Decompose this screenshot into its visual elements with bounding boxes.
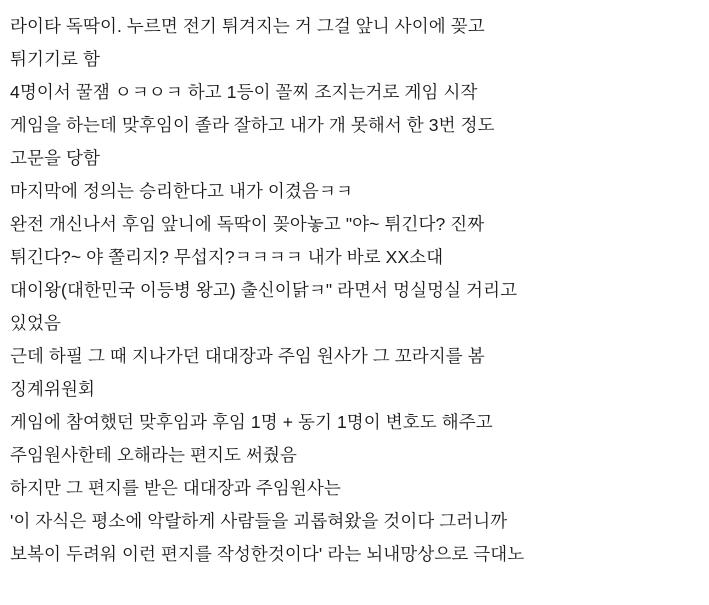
text-line: 튀기기로 함 xyxy=(10,49,100,69)
text-line: 고문을 당함 xyxy=(10,148,100,168)
text-line: 마지막에 정의는 승리한다고 내가 이겼음ㅋㅋ xyxy=(10,181,353,201)
text-line: 게임에 참여했던 맞후임과 후임 1명 + 동기 1명이 변호도 해주고 xyxy=(10,412,493,432)
text-line: 있었음 xyxy=(10,313,62,333)
text-line: 완전 개신나서 후임 앞니에 독딱이 꽂아놓고 "야~ 튀긴다? 진짜 xyxy=(10,214,485,234)
text-line: 대이왕(대한민국 이등병 왕고) 출신이닭ㅋ" 라면서 멍실멍실 거리고 xyxy=(10,280,518,300)
text-line: 튀긴다?~ 야 쫄리지? 무섭지?ㅋㅋㅋㅋ 내가 바로 XX소대 xyxy=(10,247,444,267)
text-line: 4명이서 꿀잼 ㅇㅋㅇㅋ 하고 1등이 꼴찌 조지는거로 게임 시작 xyxy=(10,82,478,102)
text-line: 하지만 그 편지를 받은 대대장과 주임원사는 xyxy=(10,478,341,498)
text-line: 징계위원회 xyxy=(10,379,96,399)
text-line: 주임원사한테 오해라는 편지도 써줬음 xyxy=(10,445,297,465)
text-line: 라이타 독딱이. 누르면 전기 튀겨지는 거 그걸 앞니 사이에 꽂고 xyxy=(10,16,485,36)
text-line: 보복이 두려워 이런 편지를 작성한것이다' 라는 뇌내망상으로 극대노 xyxy=(10,544,525,564)
text-line: '이 자식은 평소에 악랄하게 사람들을 괴롭혀왔을 것이다 그러니까 xyxy=(10,511,508,531)
paragraph xyxy=(10,10,697,571)
text-line: 근데 하필 그 때 지나가던 대대장과 주임 원사가 그 꼬라지를 봄 xyxy=(10,346,485,366)
text-line: 게임을 하는데 맞후임이 졸라 잘하고 내가 개 못해서 한 3번 정도 xyxy=(10,115,495,135)
